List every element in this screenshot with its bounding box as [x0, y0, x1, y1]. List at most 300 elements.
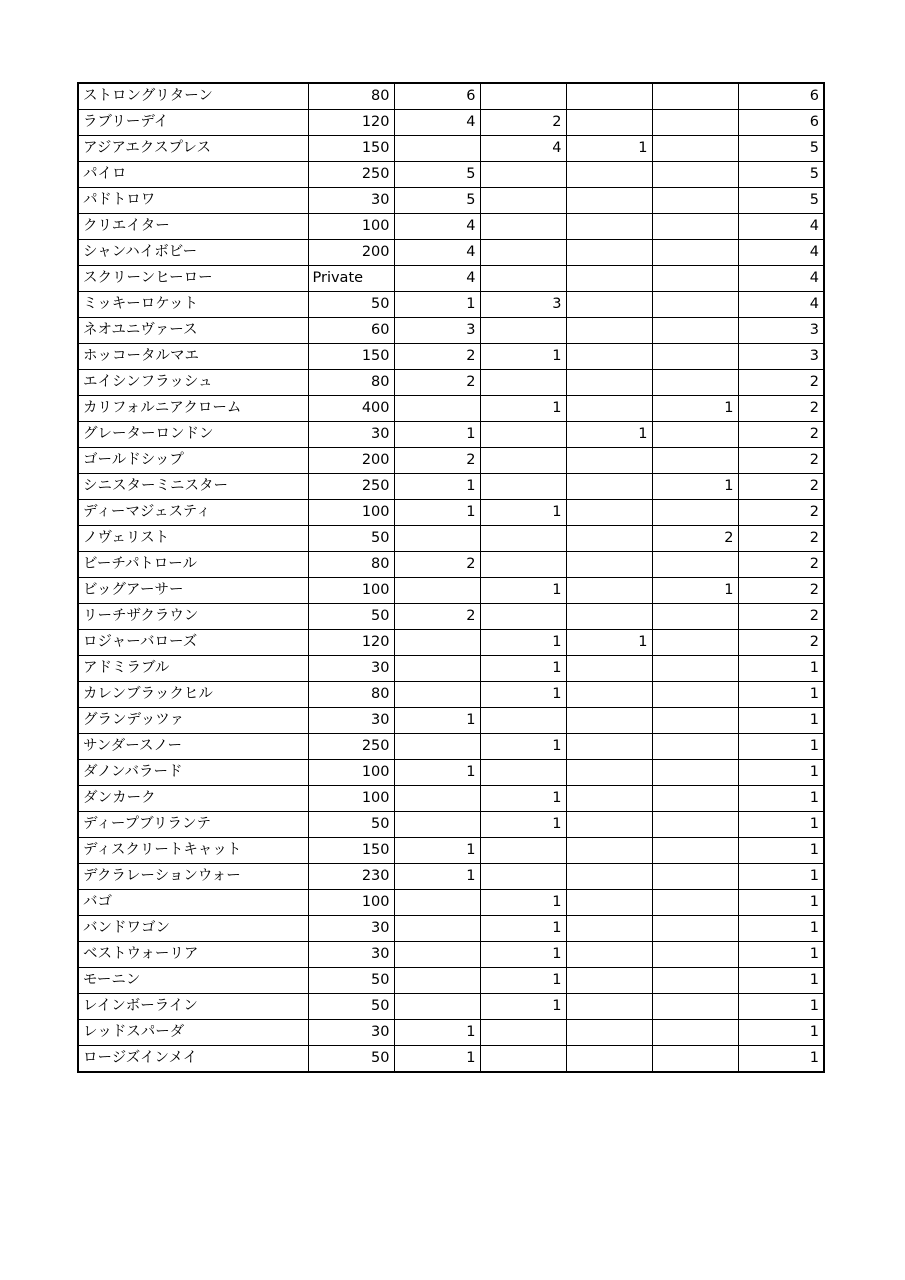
cell-total: 1: [738, 864, 824, 890]
cell-sire-name: アドミラブル: [78, 656, 308, 682]
cell-stud-fee: 250: [308, 474, 394, 500]
cell-stud-fee: 150: [308, 344, 394, 370]
table-row: [78, 318, 824, 344]
cell-sire-name: ビーチパトロール: [78, 552, 308, 578]
cell-count-1: 2: [394, 552, 480, 578]
cell-stud-fee: 80: [308, 682, 394, 708]
table-row: [78, 266, 824, 292]
cell-count-1: 4: [394, 214, 480, 240]
cell-count-1: 4: [394, 266, 480, 292]
table-row: [78, 344, 824, 370]
cell-count-4: [652, 916, 738, 942]
sire-table: [77, 82, 825, 1073]
cell-sire-name: グレーターロンドン: [78, 422, 308, 448]
cell-count-4: [652, 136, 738, 162]
table-row: [78, 734, 824, 760]
cell-stud-fee: 120: [308, 110, 394, 136]
cell-count-1: 3: [394, 318, 480, 344]
cell-count-2: [480, 448, 566, 474]
cell-total: 3: [738, 318, 824, 344]
cell-stud-fee: 50: [308, 812, 394, 838]
cell-sire-name: ロジャーバローズ: [78, 630, 308, 656]
table-row: [78, 448, 824, 474]
cell-count-4: [652, 682, 738, 708]
table-row: [78, 630, 824, 656]
cell-count-1: [394, 916, 480, 942]
cell-sire-name: ビッグアーサー: [78, 578, 308, 604]
cell-count-1: 5: [394, 162, 480, 188]
cell-count-3: 1: [566, 630, 652, 656]
cell-count-3: [566, 916, 652, 942]
cell-stud-fee: 50: [308, 1046, 394, 1073]
cell-stud-fee: 250: [308, 734, 394, 760]
cell-count-1: 1: [394, 474, 480, 500]
cell-stud-fee: 50: [308, 994, 394, 1020]
table-row: [78, 708, 824, 734]
cell-sire-name: バンドワゴン: [78, 916, 308, 942]
table-row: [78, 994, 824, 1020]
cell-sire-name: エイシンフラッシュ: [78, 370, 308, 396]
table-row: [78, 604, 824, 630]
cell-total: 4: [738, 292, 824, 318]
cell-count-3: [566, 708, 652, 734]
cell-total: 1: [738, 968, 824, 994]
cell-count-2: 4: [480, 136, 566, 162]
table-row: [78, 942, 824, 968]
cell-count-4: [652, 292, 738, 318]
cell-total: 1: [738, 994, 824, 1020]
cell-count-4: [652, 734, 738, 760]
cell-count-3: [566, 838, 652, 864]
cell-count-1: 1: [394, 292, 480, 318]
cell-sire-name: ディスクリートキャット: [78, 838, 308, 864]
cell-total: 2: [738, 422, 824, 448]
cell-count-3: [566, 760, 652, 786]
cell-stud-fee: 230: [308, 864, 394, 890]
table-row: [78, 83, 824, 110]
cell-stud-fee: 80: [308, 552, 394, 578]
cell-sire-name: ディーマジェスティ: [78, 500, 308, 526]
cell-total: 2: [738, 500, 824, 526]
cell-total: 1: [738, 786, 824, 812]
cell-count-3: [566, 682, 652, 708]
cell-total: 2: [738, 630, 824, 656]
cell-count-3: [566, 526, 652, 552]
table-row: [78, 240, 824, 266]
cell-stud-fee: 120: [308, 630, 394, 656]
cell-total: 2: [738, 578, 824, 604]
cell-count-2: 1: [480, 630, 566, 656]
cell-count-1: 4: [394, 240, 480, 266]
cell-stud-fee: 60: [308, 318, 394, 344]
cell-count-3: [566, 656, 652, 682]
cell-sire-name: ネオユニヴァース: [78, 318, 308, 344]
cell-sire-name: バゴ: [78, 890, 308, 916]
table-row: [78, 474, 824, 500]
table-row: [78, 1046, 824, 1073]
cell-count-2: [480, 370, 566, 396]
table-row: [78, 968, 824, 994]
cell-count-2: [480, 240, 566, 266]
cell-count-4: 1: [652, 474, 738, 500]
cell-stud-fee: 100: [308, 500, 394, 526]
cell-stud-fee: 50: [308, 604, 394, 630]
cell-count-2: [480, 188, 566, 214]
cell-count-2: [480, 760, 566, 786]
table-row: [78, 162, 824, 188]
cell-count-1: [394, 994, 480, 1020]
cell-count-2: [480, 266, 566, 292]
cell-count-4: [652, 344, 738, 370]
table-row: [78, 864, 824, 890]
cell-count-3: [566, 552, 652, 578]
cell-count-2: [480, 1020, 566, 1046]
cell-count-2: [480, 474, 566, 500]
cell-count-3: [566, 1046, 652, 1073]
cell-count-2: 1: [480, 578, 566, 604]
cell-total: 2: [738, 448, 824, 474]
table-row: [78, 656, 824, 682]
table-row: [78, 422, 824, 448]
cell-stud-fee: 200: [308, 240, 394, 266]
cell-total: 3: [738, 344, 824, 370]
cell-sire-name: ノヴェリスト: [78, 526, 308, 552]
cell-stud-fee: 100: [308, 578, 394, 604]
table-row: [78, 500, 824, 526]
cell-count-1: 2: [394, 344, 480, 370]
cell-count-4: [652, 318, 738, 344]
cell-count-4: [652, 552, 738, 578]
cell-count-3: [566, 968, 652, 994]
cell-stud-fee: 30: [308, 656, 394, 682]
cell-count-1: 4: [394, 110, 480, 136]
cell-total: 4: [738, 214, 824, 240]
cell-count-2: 1: [480, 682, 566, 708]
cell-sire-name: リーチザクラウン: [78, 604, 308, 630]
cell-count-4: [652, 448, 738, 474]
cell-count-3: [566, 344, 652, 370]
cell-count-3: [566, 786, 652, 812]
cell-count-4: 2: [652, 526, 738, 552]
cell-count-4: [652, 110, 738, 136]
cell-count-1: 2: [394, 448, 480, 474]
cell-count-2: 1: [480, 890, 566, 916]
table-row: [78, 396, 824, 422]
cell-count-2: [480, 318, 566, 344]
cell-stud-fee: 50: [308, 968, 394, 994]
cell-count-2: [480, 604, 566, 630]
cell-count-1: [394, 968, 480, 994]
table-row: [78, 526, 824, 552]
table-row: [78, 578, 824, 604]
cell-count-4: [652, 994, 738, 1020]
cell-count-1: 1: [394, 760, 480, 786]
table-row: [78, 110, 824, 136]
cell-count-3: [566, 318, 652, 344]
cell-sire-name: ラブリーデイ: [78, 110, 308, 136]
cell-sire-name: クリエイター: [78, 214, 308, 240]
cell-sire-name: ホッコータルマエ: [78, 344, 308, 370]
cell-count-1: [394, 526, 480, 552]
cell-sire-name: ディープブリランテ: [78, 812, 308, 838]
cell-count-3: [566, 1020, 652, 1046]
cell-total: 6: [738, 83, 824, 110]
cell-sire-name: ロージズインメイ: [78, 1046, 308, 1073]
cell-count-4: [652, 942, 738, 968]
cell-stud-fee: 250: [308, 162, 394, 188]
cell-count-3: [566, 370, 652, 396]
cell-count-4: [652, 968, 738, 994]
cell-total: 2: [738, 552, 824, 578]
cell-count-2: [480, 83, 566, 110]
cell-total: 1: [738, 1020, 824, 1046]
cell-total: 1: [738, 1046, 824, 1073]
table-row: [78, 1020, 824, 1046]
cell-total: 6: [738, 110, 824, 136]
cell-count-2: [480, 838, 566, 864]
cell-count-4: 1: [652, 396, 738, 422]
cell-total: 4: [738, 266, 824, 292]
cell-count-4: [652, 83, 738, 110]
table-row: [78, 812, 824, 838]
cell-count-1: [394, 396, 480, 422]
cell-count-1: [394, 734, 480, 760]
cell-count-4: [652, 864, 738, 890]
cell-total: 1: [738, 942, 824, 968]
cell-count-1: 2: [394, 370, 480, 396]
cell-count-3: 1: [566, 136, 652, 162]
cell-count-2: [480, 864, 566, 890]
cell-sire-name: パイロ: [78, 162, 308, 188]
cell-stud-fee: 100: [308, 760, 394, 786]
cell-sire-name: ベストウォーリア: [78, 942, 308, 968]
cell-count-3: [566, 812, 652, 838]
cell-count-1: 1: [394, 708, 480, 734]
cell-sire-name: カリフォルニアクローム: [78, 396, 308, 422]
cell-count-1: 1: [394, 838, 480, 864]
cell-sire-name: サンダースノー: [78, 734, 308, 760]
cell-count-4: [652, 656, 738, 682]
cell-total: 2: [738, 474, 824, 500]
cell-sire-name: ダンカーク: [78, 786, 308, 812]
cell-count-4: [652, 604, 738, 630]
cell-count-3: [566, 474, 652, 500]
cell-stud-fee: 150: [308, 136, 394, 162]
cell-count-4: [652, 786, 738, 812]
cell-stud-fee: 30: [308, 708, 394, 734]
cell-count-4: [652, 1020, 738, 1046]
cell-total: 1: [738, 760, 824, 786]
cell-stud-fee: 30: [308, 916, 394, 942]
cell-count-2: 1: [480, 656, 566, 682]
cell-count-4: [652, 500, 738, 526]
cell-count-1: [394, 812, 480, 838]
table-row: [78, 838, 824, 864]
cell-count-4: [652, 708, 738, 734]
cell-count-2: [480, 1046, 566, 1073]
cell-stud-fee: 80: [308, 370, 394, 396]
table-row: [78, 682, 824, 708]
cell-count-1: [394, 890, 480, 916]
cell-stud-fee: 30: [308, 1020, 394, 1046]
cell-count-3: [566, 188, 652, 214]
cell-count-4: [652, 162, 738, 188]
cell-count-2: 1: [480, 812, 566, 838]
cell-count-4: [652, 838, 738, 864]
cell-total: 1: [738, 812, 824, 838]
cell-sire-name: カレンブラックヒル: [78, 682, 308, 708]
cell-count-2: 1: [480, 916, 566, 942]
cell-stud-fee: 100: [308, 890, 394, 916]
cell-count-2: 1: [480, 734, 566, 760]
table-body: [78, 83, 824, 1072]
cell-total: 2: [738, 370, 824, 396]
cell-stud-fee: 80: [308, 83, 394, 110]
cell-count-4: 1: [652, 578, 738, 604]
cell-count-2: [480, 526, 566, 552]
cell-count-1: 1: [394, 422, 480, 448]
cell-count-2: [480, 552, 566, 578]
cell-sire-name: モーニン: [78, 968, 308, 994]
cell-stud-fee: 100: [308, 214, 394, 240]
cell-count-4: [652, 812, 738, 838]
cell-count-2: 1: [480, 786, 566, 812]
cell-count-1: 5: [394, 188, 480, 214]
cell-count-3: [566, 83, 652, 110]
cell-stud-fee: 30: [308, 942, 394, 968]
cell-stud-fee: 50: [308, 526, 394, 552]
table-row: [78, 292, 824, 318]
cell-total: 2: [738, 526, 824, 552]
cell-count-1: [394, 656, 480, 682]
cell-count-3: [566, 864, 652, 890]
cell-total: 1: [738, 656, 824, 682]
cell-sire-name: ダノンバラード: [78, 760, 308, 786]
table-row: [78, 136, 824, 162]
cell-sire-name: アジアエクスプレス: [78, 136, 308, 162]
cell-count-4: [652, 1046, 738, 1073]
table-row: [78, 370, 824, 396]
cell-sire-name: グランデッツァ: [78, 708, 308, 734]
cell-count-1: 1: [394, 864, 480, 890]
cell-count-2: [480, 214, 566, 240]
table-row: [78, 552, 824, 578]
cell-count-4: [652, 240, 738, 266]
cell-count-1: [394, 630, 480, 656]
cell-total: 1: [738, 916, 824, 942]
cell-count-1: [394, 682, 480, 708]
cell-total: 5: [738, 188, 824, 214]
cell-stud-fee: 100: [308, 786, 394, 812]
table-row: [78, 786, 824, 812]
table-row: [78, 916, 824, 942]
cell-sire-name: ゴールドシップ: [78, 448, 308, 474]
cell-count-3: 1: [566, 422, 652, 448]
cell-count-2: [480, 162, 566, 188]
cell-count-4: [652, 188, 738, 214]
cell-sire-name: スクリーンヒーロー: [78, 266, 308, 292]
cell-count-1: [394, 786, 480, 812]
cell-count-4: [652, 760, 738, 786]
cell-count-1: [394, 578, 480, 604]
table-row: [78, 214, 824, 240]
cell-stud-fee: Private: [308, 266, 394, 292]
cell-count-3: [566, 162, 652, 188]
cell-count-2: 1: [480, 968, 566, 994]
cell-count-4: [652, 266, 738, 292]
cell-sire-name: パドトロワ: [78, 188, 308, 214]
cell-stud-fee: 400: [308, 396, 394, 422]
cell-total: 5: [738, 162, 824, 188]
cell-count-3: [566, 942, 652, 968]
cell-count-3: [566, 110, 652, 136]
cell-count-3: [566, 214, 652, 240]
cell-count-2: 1: [480, 344, 566, 370]
cell-stud-fee: 200: [308, 448, 394, 474]
cell-count-2: [480, 708, 566, 734]
cell-count-4: [652, 890, 738, 916]
cell-sire-name: デクラレーションウォー: [78, 864, 308, 890]
cell-count-2: 1: [480, 396, 566, 422]
cell-count-1: 6: [394, 83, 480, 110]
cell-stud-fee: 150: [308, 838, 394, 864]
cell-count-1: [394, 942, 480, 968]
cell-count-3: [566, 448, 652, 474]
cell-count-1: 1: [394, 1020, 480, 1046]
cell-sire-name: ストロングリターン: [78, 83, 308, 110]
cell-stud-fee: 30: [308, 422, 394, 448]
cell-count-4: [652, 630, 738, 656]
cell-count-3: [566, 890, 652, 916]
cell-count-2: 3: [480, 292, 566, 318]
cell-total: 1: [738, 734, 824, 760]
cell-count-1: 1: [394, 1046, 480, 1073]
cell-total: 1: [738, 838, 824, 864]
cell-total: 1: [738, 708, 824, 734]
table-row: [78, 188, 824, 214]
cell-total: 1: [738, 890, 824, 916]
cell-stud-fee: 30: [308, 188, 394, 214]
cell-count-1: 1: [394, 500, 480, 526]
cell-count-3: [566, 500, 652, 526]
cell-sire-name: シニスターミニスター: [78, 474, 308, 500]
cell-count-3: [566, 578, 652, 604]
cell-count-2: 1: [480, 994, 566, 1020]
cell-count-1: [394, 136, 480, 162]
cell-sire-name: ミッキーロケット: [78, 292, 308, 318]
cell-count-3: [566, 604, 652, 630]
cell-count-2: 2: [480, 110, 566, 136]
cell-count-4: [652, 422, 738, 448]
cell-count-4: [652, 370, 738, 396]
cell-total: 4: [738, 240, 824, 266]
table-row: [78, 760, 824, 786]
cell-count-2: [480, 422, 566, 448]
cell-count-3: [566, 266, 652, 292]
cell-count-3: [566, 994, 652, 1020]
cell-total: 5: [738, 136, 824, 162]
table-row: [78, 890, 824, 916]
cell-sire-name: シャンハイボビー: [78, 240, 308, 266]
cell-count-2: 1: [480, 500, 566, 526]
cell-total: 1: [738, 682, 824, 708]
cell-stud-fee: 50: [308, 292, 394, 318]
cell-count-3: [566, 396, 652, 422]
cell-count-2: 1: [480, 942, 566, 968]
cell-count-3: [566, 240, 652, 266]
cell-total: 2: [738, 396, 824, 422]
cell-count-1: 2: [394, 604, 480, 630]
